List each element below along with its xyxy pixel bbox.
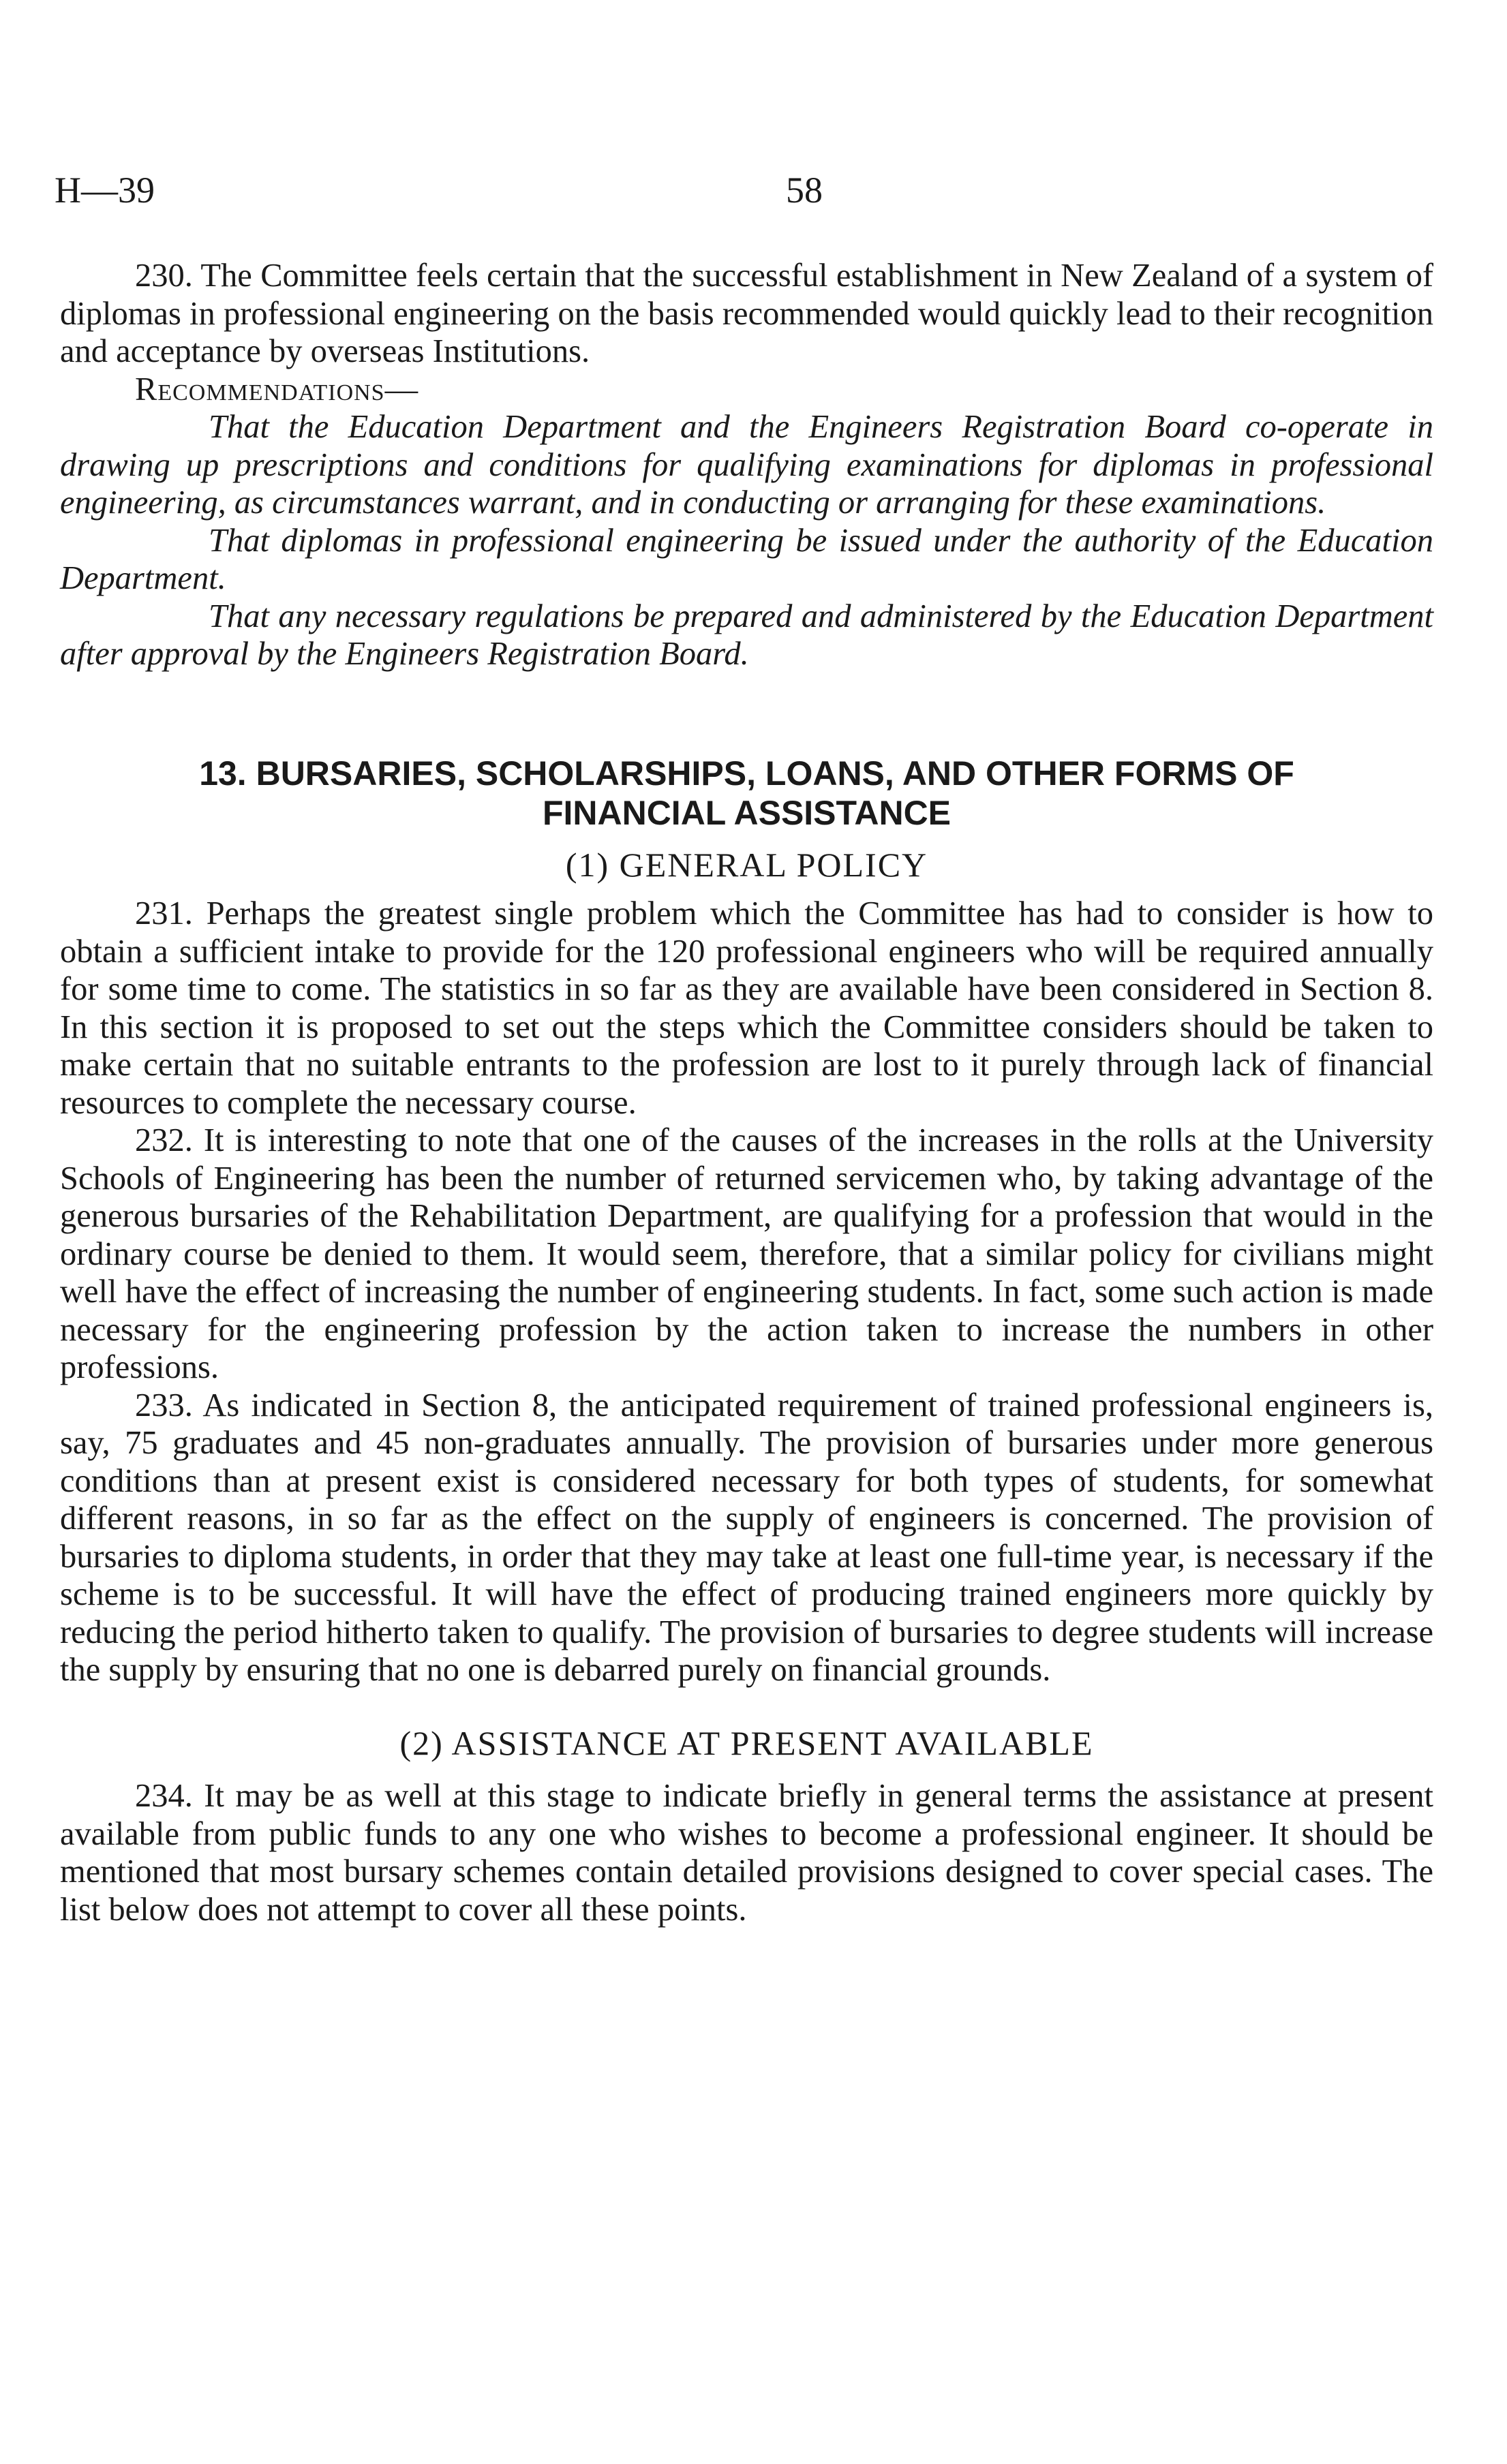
recommendations-heading: Recommendations— — [135, 371, 419, 407]
page-number: 58 — [786, 170, 823, 211]
paragraph-230: 230. The Committee feels certain that the successful establishment in New Zealand of a system of diplomas in professional engineering on the basis recommended would quickly lead to their recognition and acceptance by overseas Institutions. — [60, 258, 1433, 369]
paragraph-233: 233. As indicated in Section 8, the anticipated requirement of trained professional engineers is, say, 75 graduates and 45 non-graduates annually. The provision of bursaries under more generous conditions than at present exist is considered necessary for both types of students, for somewhat different reasons, in so far as the effect on the supply of engineers is concerned. The provision of bursaries to diploma students, in order that they may take at least one full-time year, is necessary if the scheme is to be successful. It will have the effect of producing trained engineers more quickly by reducing the period hitherto taken to qualify. The provision of bursaries to degree students will increase the supply by ensuring that no one is debarred purely on financial grounds. — [60, 1387, 1433, 1688]
paragraph-232: 232. It is interesting to note that one of the causes of the increases in the rolls at the University Schools of Engineering has been the number of returned servicemen who, by taking advantage of the generous bursaries of the Rehabilitation Department, are qualifying for a profession that would in the ordinary course be denied to them. It would seem, therefore, that a similar policy for civilians might well have the effect of increasing the number of engineering students. In fact, some such action is made necessary for the engineering profession by the action taken to increase the numbers in other professions. — [60, 1122, 1433, 1385]
page-body — [60, 257, 1433, 1928]
recommendation-item: That the Education Department and the Engineers Registration Board co-operate in drawing up prescriptions and conditions for qualifying examinations for diplomas in professional engineering, as circumstances warrant, and in conducting or arranging for these examinations. — [60, 409, 1433, 521]
document-code: H—39 — [55, 170, 155, 211]
page-header — [55, 169, 1438, 217]
subsection-heading-assistance-available: (2) ASSISTANCE AT PRESENT AVAILABLE — [399, 1723, 1094, 1762]
recommendation-item: That diplomas in professional engineering be issued under the authority of the Education Department. — [60, 522, 1433, 596]
recommendation-item: That any necessary regulations be prepared and administered by the Education Department after approval by the Engineers Registration Board. — [60, 598, 1433, 672]
section-heading: 13. BURSARIES, SCHOLARSHIPS, LOANS, AND OTHER FORMS OF FINANCIAL ASSISTANCE — [199, 754, 1294, 832]
paragraph-234: 234. It may be as well at this stage to indicate briefly in general terms the assistance at present available from public funds to any one who wishes to become a professional engineer. It should be mentioned that most bursary schemes contain detailed provisions designed to cover special cases. The list below does not attempt to cover all these points. — [60, 1778, 1433, 1928]
paragraph-231: 231. Perhaps the greatest single problem which the Committee has had to consider is how to obtain a sufficient intake to provide for the 120 professional engineers who will be required annually for some time to come. The statistics in so far as they are available have been considered in Section 8. In this section it is proposed to set out the steps which the Committee considers should be taken to make certain that no suitable entrants to the profession are lost to it purely through lack of financial resources to complete the necessary course. — [60, 895, 1433, 1121]
subsection-heading-general-policy: (1) GENERAL POLICY — [565, 845, 928, 884]
